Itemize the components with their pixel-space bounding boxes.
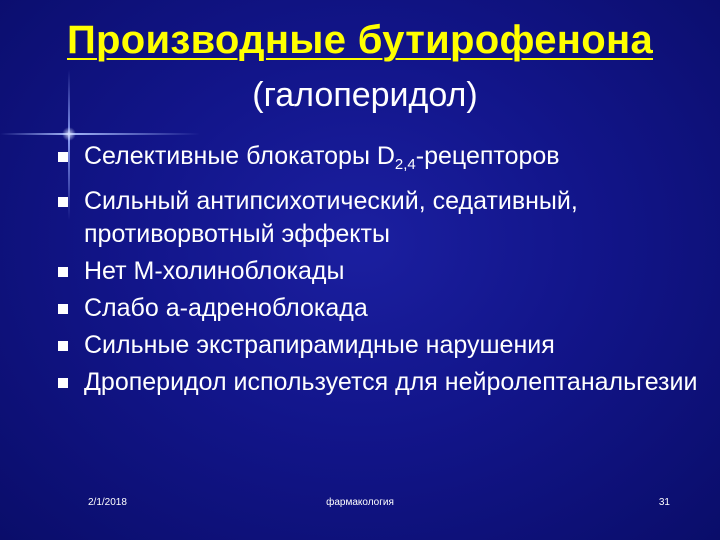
bullet-text: Сильные экстрапирамидные нарушения [84,331,555,359]
decorative-sparkle [62,127,76,141]
bullet-subscript: 2,4 [394,156,416,173]
slide-subtitle: (галоперидол) [252,76,478,114]
bullet-text: Сильный антипсихотический, седативный, противорвотный эффекты [84,187,578,248]
bullet-square-icon [58,378,68,388]
bullet-text: Слабо а-адреноблокада [84,294,368,322]
slide-title: Производные бутирофенона [66,18,653,62]
bullet-item [58,366,698,399]
footer-date: 2/1/2018 [88,497,127,508]
decorative-horizontal-line [0,133,200,135]
bullet-text-tail: -рецепторов [415,142,560,170]
bullet-square-icon [58,267,68,277]
bullet-list [58,140,698,403]
bullet-item [58,255,698,288]
bullet-item [58,185,698,251]
bullet-item [58,329,698,362]
bullet-square-icon [58,341,68,351]
bullet-square-icon [58,197,68,207]
footer-page-number: 31 [658,497,670,508]
bullet-item [58,140,698,181]
bullet-square-icon [58,304,68,314]
footer-subject: фармакология [326,497,394,508]
bullet-text: Дроперидол используется для нейролептанальгезии [84,368,698,396]
bullet-item [58,292,698,325]
bullet-text: Нет М-холиноблокады [84,257,345,285]
bullet-text: Селективные блокаторы D [84,142,395,170]
bullet-square-icon [58,152,68,162]
